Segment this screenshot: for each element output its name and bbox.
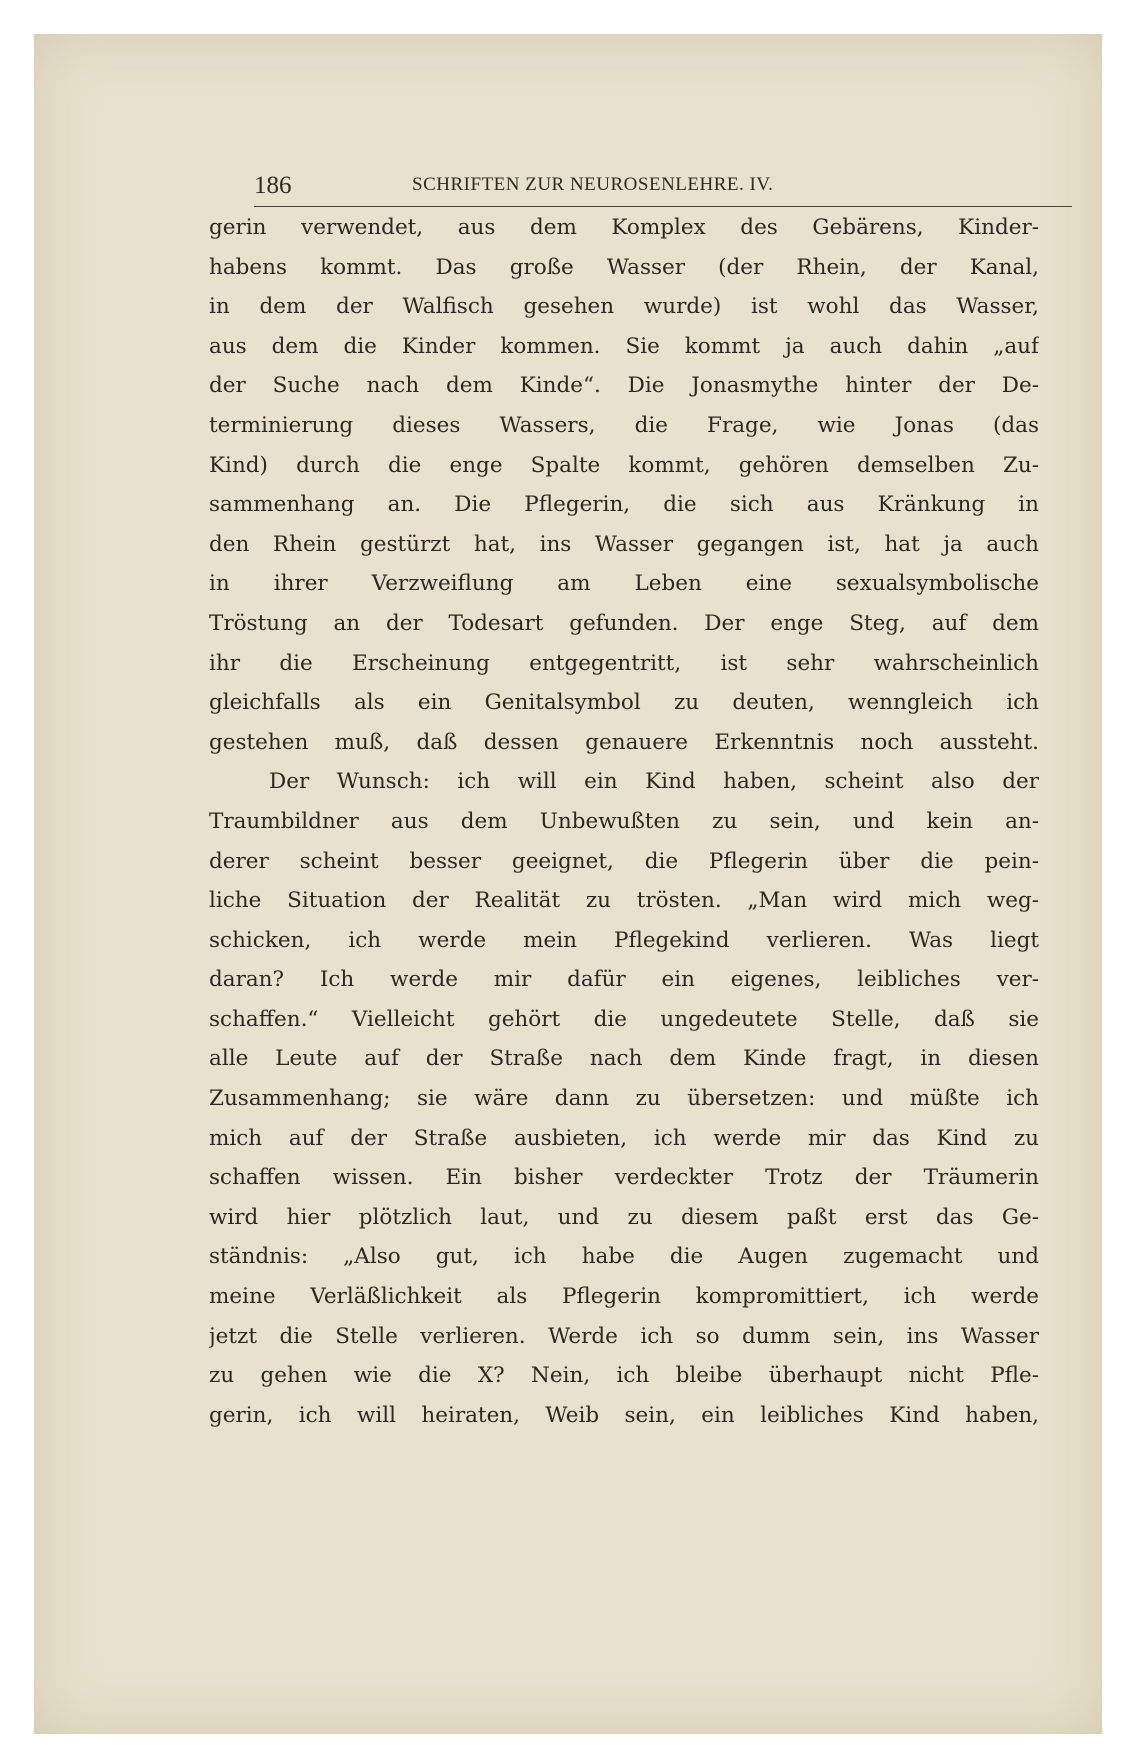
text-line: Kind) durch die enge Spalte kommt, gehören demselben Zu- xyxy=(209,452,1039,478)
running-header xyxy=(254,168,1072,207)
text-line: den Rhein gestürzt hat, ins Wasser gegangen ist, hat ja auch xyxy=(209,531,1039,557)
text-line: ständnis: „Also gut, ich habe die Augen zugemacht und xyxy=(209,1244,1039,1270)
text-line: zu gehen wie die X? Nein, ich bleibe überhaupt nicht Pfle- xyxy=(209,1363,1039,1389)
text-line: gerin verwendet, aus dem Komplex des Gebärens, Kinder- xyxy=(209,215,1039,240)
text-line: alle Leute auf der Straße nach dem Kinde fragt, in diesen xyxy=(209,1046,1039,1072)
text-line: daran? Ich werde mir dafür ein eigenes, leibliches ver- xyxy=(209,967,1039,993)
text-line: Traumbildner aus dem Unbewußten zu sein, und kein an- xyxy=(209,808,1039,834)
text-line: Zusammenhang; sie wäre dann zu übersetzen: und müßte ich xyxy=(209,1086,1039,1112)
text-line: schicken, ich werde mein Pflegekind verlieren. Was liegt xyxy=(209,927,1039,953)
text-line: habens kommt. Das große Wasser (der Rhein, der Kanal, xyxy=(209,254,1039,280)
body-text xyxy=(209,208,1039,1435)
text-line: gestehen muß, daß dessen genauere Erkenntnis noch aussteht. xyxy=(209,729,1039,755)
running-title: SCHRIFTEN ZUR NEUROSENLEHRE. IV. xyxy=(412,174,774,195)
text-line: sammenhang an. Die Pflegerin, die sich aus Kränkung in xyxy=(209,492,1039,518)
text-line: gerin, ich will heiraten, Weib sein, ein leibliches Kind haben, xyxy=(209,1402,1039,1428)
text-line: Tröstung an der Todesart gefunden. Der enge Steg, auf dem xyxy=(209,610,1039,636)
text-line: schaffen wissen. Ein bisher verdeckter Trotz der Träumerin xyxy=(209,1165,1039,1191)
paragraph-first-line: Der Wunsch: ich will ein Kind haben, scheint also der xyxy=(269,769,1039,795)
text-line: gleichfalls als ein Genitalsymbol zu deuten, wenngleich ich xyxy=(209,690,1039,716)
text-line: der Suche nach dem Kinde“. Die Jonasmythe hinter der De- xyxy=(209,373,1039,399)
text-line: wird hier plötzlich laut, und zu diesem paßt erst das Ge- xyxy=(209,1204,1039,1230)
text-line: mich auf der Straße ausbieten, ich werde mir das Kind zu xyxy=(209,1125,1039,1151)
text-line: jetzt die Stelle verlieren. Werde ich so dumm sein, ins Wasser xyxy=(209,1323,1039,1349)
page-number: 186 xyxy=(254,172,292,199)
text-line: meine Verläßlichkeit als Pflegerin kompromittiert, ich werde xyxy=(209,1284,1039,1310)
text-line: derer scheint besser geeignet, die Pflegerin über die pein- xyxy=(209,848,1039,874)
text-line: aus dem die Kinder kommen. Sie kommt ja auch dahin „auf xyxy=(209,333,1039,359)
text-line: ihr die Erscheinung entgegentritt, ist sehr wahrscheinlich xyxy=(209,650,1039,676)
text-line: terminierung dieses Wassers, die Frage, wie Jonas (das xyxy=(209,412,1039,438)
text-line: in dem der Walfisch gesehen wurde) ist wohl das Wasser, xyxy=(209,294,1039,320)
text-line: schaffen.“ Vielleicht gehört die ungedeutete Stelle, daß sie xyxy=(209,1006,1039,1032)
text-line: in ihrer Verzweiflung am Leben eine sexualsymbolische xyxy=(209,571,1039,597)
text-line: liche Situation der Realität zu trösten. „Man wird mich weg- xyxy=(209,888,1039,914)
